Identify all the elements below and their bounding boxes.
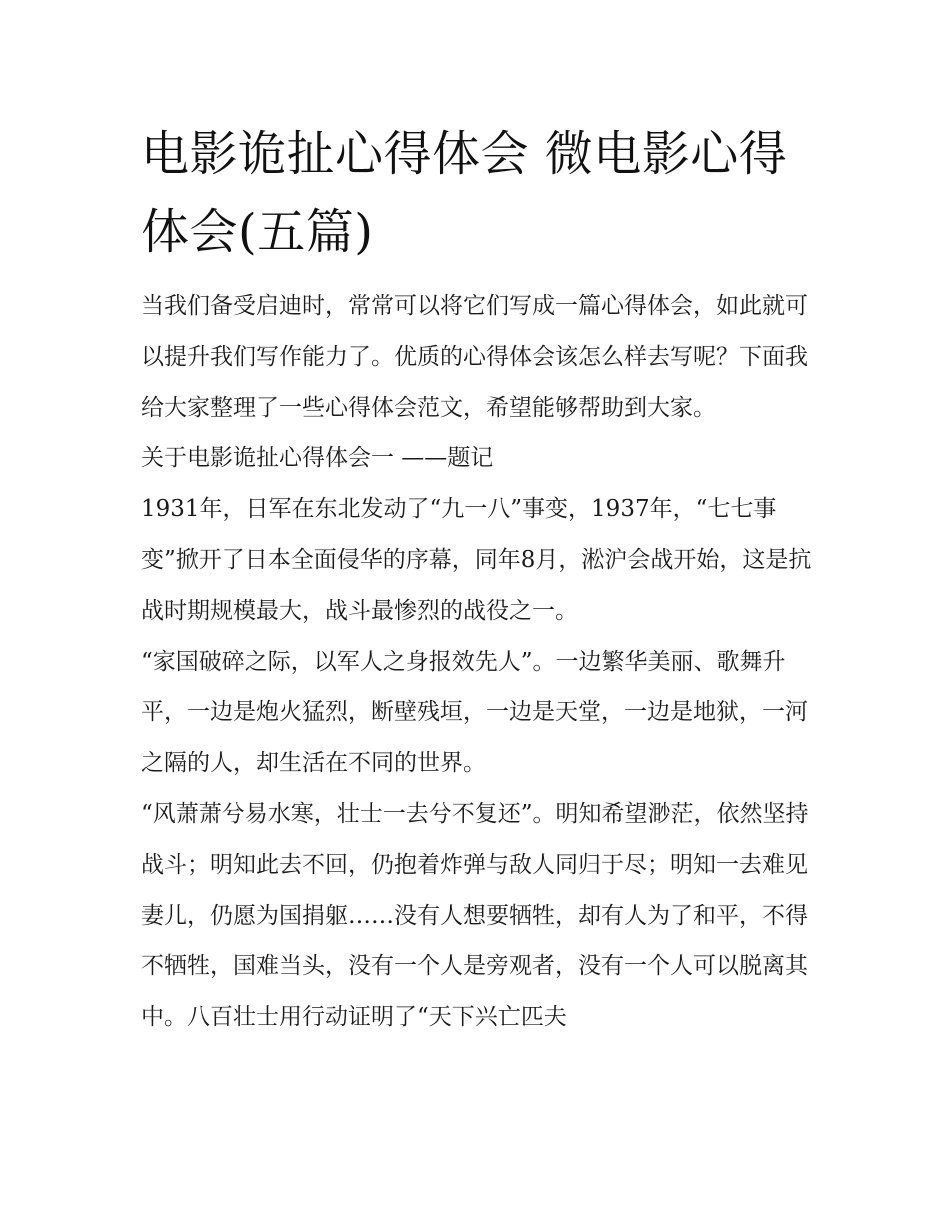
intro-paragraph: 当我们备受启迪时，常常可以将它们写成一篇心得体会，如此就可以提升我们写作能力了。优质的心得体会该怎么样去写呢？下面我给大家整理了一些心得体会范文，希望能够帮助到大家。 (141, 293, 808, 421)
paragraph-quote-family: “家国破碎之际，以军人之身报效先人”。一边繁华美丽、歌舞升平，一边是炮火猛烈，断壁残垣，一边是天堂，一边是地狱，一河之隔的人，却生活在不同的世界。 (141, 648, 808, 777)
document-title: 电影诡扯心得体会 微电影心得体会(五篇) (141, 126, 788, 260)
section-heading: 关于电影诡扯心得体会一 ——题记 (141, 445, 494, 472)
paragraph-history: 1931年，日军在东北发动了“九一八”事变，1937年，“七七事变”掀开了日本全面侵华的序幕，同年8月，淞沪会战开始，这是抗战时期规模最大，战斗最惨烈的战役之一。 (141, 496, 812, 624)
document-content (141, 115, 813, 1043)
paragraph-quote-wind: “风萧萧兮易水寒，壮士一去兮不复还”。明知希望渺茫，依然坚持战斗；明知此去不回，仍抱着炸弹与敌人同归于尽；明知一去难见妻儿，仍愿为国捐躯……没有人想要牺牲，却有人为了和平，不得不牺牲，国难当头，没有一个人是旁观者，没有一个人可以脱离其中。八百壮士用行动证明了“天下兴亡匹夫 (141, 800, 809, 1031)
